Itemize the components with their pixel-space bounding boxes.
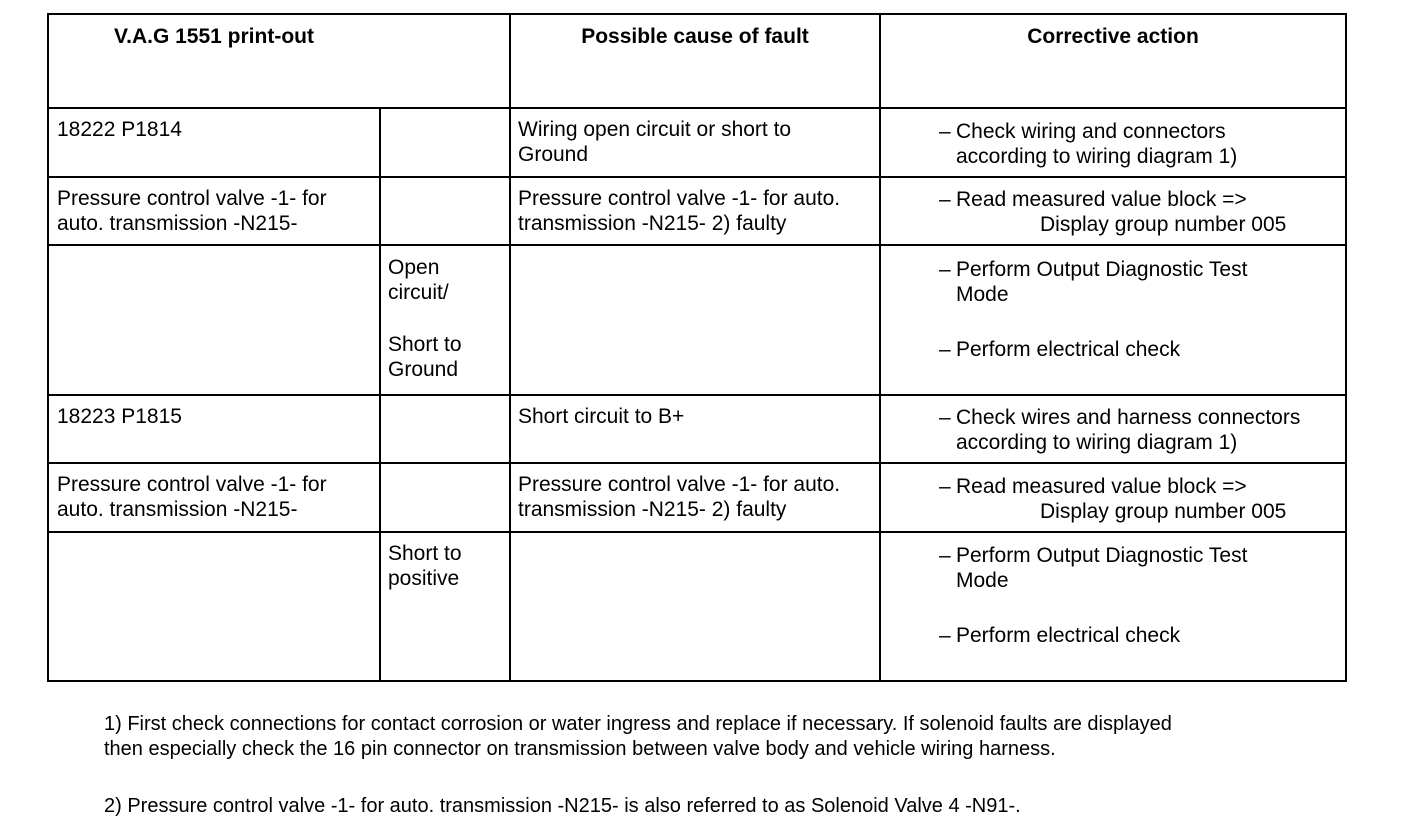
table-divider — [47, 176, 1347, 178]
action-item — [939, 119, 1238, 169]
table-border-top — [47, 13, 1347, 15]
footnote-1: 1) First check connections for contact corrosion or water ingress and replace if necessary. If solenoid faults are displayed — [104, 713, 1172, 735]
action-text: Perform Output Diagnostic Test — [956, 544, 1248, 567]
action-item — [939, 623, 1181, 648]
header-printout: V.A.G 1551 print-out — [114, 25, 314, 48]
action-text: Perform electrical check — [956, 338, 1181, 361]
component-text: auto. transmission -N215- — [57, 498, 298, 521]
action-text: according to wiring diagram 1) — [956, 145, 1238, 168]
action-text: according to wiring diagram 1) — [956, 431, 1238, 454]
cause-text: Short circuit to B+ — [518, 405, 685, 428]
condition-text: Short to — [388, 542, 462, 565]
dash-marker: – — [939, 258, 951, 281]
footnote-1-continued: then especially check the 16 pin connector on transmission between valve body and vehicle wiring harness. — [104, 738, 1056, 760]
table-column-divider — [879, 13, 881, 682]
action-item — [939, 405, 1301, 455]
condition-text: Short to — [388, 333, 462, 356]
action-text: Check wiring and connectors — [956, 120, 1226, 143]
table-border-right — [1345, 13, 1347, 682]
table-border-bottom — [47, 680, 1347, 682]
fault-code: 18223 P1815 — [57, 405, 182, 428]
action-text: Read measured value block => — [956, 475, 1247, 498]
cause-text: Ground — [518, 143, 589, 166]
action-text: Display group number 005 — [1040, 500, 1287, 523]
cause-text: Wiring open circuit or short to — [518, 118, 792, 141]
action-text: Perform electrical check — [956, 624, 1181, 647]
action-text: Check wires and harness connectors — [956, 406, 1301, 429]
condition-text: circuit/ — [388, 281, 449, 304]
table-divider — [47, 244, 1347, 246]
action-text: Mode — [956, 569, 1009, 592]
dash-marker: – — [939, 624, 951, 647]
table-column-divider — [509, 13, 511, 682]
condition-text: positive — [388, 567, 460, 590]
table-divider — [47, 394, 1347, 396]
cause-text: Pressure control valve -1- for auto. — [518, 187, 841, 210]
dash-marker: – — [939, 544, 951, 567]
table-column-divider — [379, 107, 381, 682]
action-text: Read measured value block => — [956, 188, 1247, 211]
action-item — [939, 543, 1248, 593]
condition-text: Ground — [388, 358, 459, 381]
table-divider — [47, 462, 1347, 464]
dash-marker: – — [939, 406, 951, 429]
table-divider — [47, 531, 1347, 533]
footnote-2: 2) Pressure control valve -1- for auto. transmission -N215- is also referred to as Solenoid Valve 4 -N91-. — [104, 795, 1021, 817]
cause-text: Pressure control valve -1- for auto. — [518, 473, 841, 496]
component-text: Pressure control valve -1- for — [57, 473, 327, 496]
action-text: Perform Output Diagnostic Test — [956, 258, 1248, 281]
action-text: Mode — [956, 283, 1009, 306]
cause-text: transmission -N215- 2) faulty — [518, 212, 787, 235]
table-border-left — [47, 13, 49, 682]
action-text: Display group number 005 — [1040, 213, 1287, 236]
action-item — [939, 337, 1181, 362]
table-divider — [47, 107, 1347, 109]
fault-code: 18222 P1814 — [57, 118, 182, 141]
component-text: auto. transmission -N215- — [57, 212, 298, 235]
header-action: Corrective action — [1027, 25, 1199, 48]
action-item — [939, 257, 1248, 307]
dash-marker: – — [939, 120, 951, 143]
action-item — [939, 187, 1287, 237]
cause-text: transmission -N215- 2) faulty — [518, 498, 787, 521]
component-text: Pressure control valve -1- for — [57, 187, 327, 210]
condition-text: Open — [388, 256, 440, 279]
header-cause: Possible cause of fault — [581, 25, 809, 48]
action-item — [939, 474, 1287, 524]
dash-marker: – — [939, 475, 951, 498]
dash-marker: – — [939, 188, 951, 211]
dash-marker: – — [939, 338, 951, 361]
